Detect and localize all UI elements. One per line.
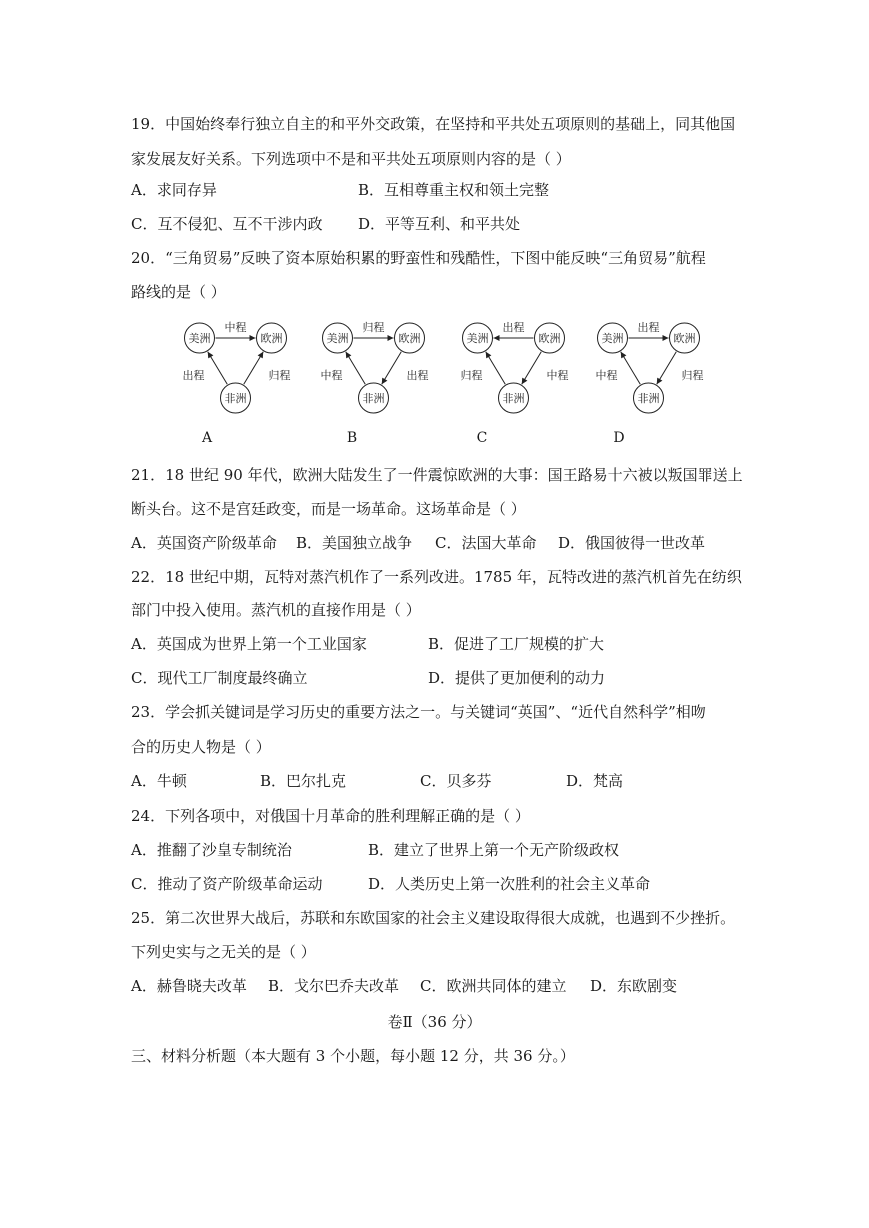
node-label-node_right: 欧洲 (538, 332, 561, 345)
edge-label-top: 归程 (362, 321, 385, 334)
edge-label-top: 出程 (502, 321, 525, 334)
q25-stem-line1: 25．第二次世界大战后，苏联和东欧国家的社会主义建设取得很大成就，也遇到不少挫折。 (131, 909, 736, 927)
diagram-letter-b: B (346, 430, 358, 446)
q21-stem-line2: 断头台。这不是宫廷政变，而是一场革命。这场革命是（ ） (131, 500, 526, 518)
q19-option-b: B．互相尊重主权和领土完整 (358, 181, 550, 199)
edge-label-right: 中程 (546, 369, 569, 382)
edge-label-left: 归程 (460, 369, 483, 382)
q22-option-d: D．提供了更加便利的动力 (428, 669, 606, 687)
q20-stem-line2: 路线的是（ ） (131, 283, 226, 301)
q21-option-b: B．美国独立战争 (296, 534, 413, 552)
diagram-c (450, 318, 580, 418)
q23-option-d: D．梵高 (566, 772, 624, 790)
diagram-c-svg (450, 318, 580, 418)
edge-top-arrowhead (250, 335, 256, 341)
edge-top-arrowhead (494, 335, 500, 341)
node-label-node_bottom: 非洲 (224, 392, 247, 405)
diagram-d (585, 318, 715, 418)
edge-label-left: 中程 (595, 369, 618, 382)
edge-label-left: 中程 (320, 369, 343, 382)
edge-label-right: 归程 (268, 369, 291, 382)
node-label-node_bottom: 非洲 (637, 392, 660, 405)
q25-option-d: D．东欧剧变 (590, 977, 678, 995)
q25-option-b: B．戈尔巴乔夫改革 (268, 977, 400, 995)
edge-top-arrowhead (663, 335, 669, 341)
q19-option-d: D．平等互利、和平共处 (358, 215, 521, 233)
q24-option-c: C．推动了资产阶级革命运动 (131, 875, 323, 893)
diagram-b (310, 318, 440, 418)
node-label-node_right: 欧洲 (673, 332, 696, 345)
q19-option-a: A．求同存异 (131, 181, 217, 199)
node-label-node_right: 欧洲 (398, 332, 421, 345)
node-label-node_left: 美洲 (601, 332, 624, 345)
node-label-node_bottom: 非洲 (502, 392, 525, 405)
q24-option-a: A．推翻了沙皇专制统治 (131, 841, 292, 859)
diagram-letter-d: D (613, 430, 625, 446)
q23-option-b: B．巴尔扎克 (260, 772, 347, 790)
edge-label-top: 出程 (637, 321, 660, 334)
q19-stem-line2: 家发展友好关系。下列选项中不是和平共处五项原则内容的是（ ） (131, 150, 571, 168)
edge-top-arrowhead (388, 335, 394, 341)
q24-stem-line1: 24．下列各项中，对俄国十月革命的胜利理解正确的是（ ） (131, 807, 530, 825)
q25-option-c: C．欧洲共同体的建立 (420, 977, 567, 995)
diagram-letter-c: C (476, 430, 488, 446)
diagram-b-svg (310, 318, 440, 418)
q23-option-a: A．牛顿 (131, 772, 187, 790)
q23-stem-line2: 合的历史人物是（ ） (131, 738, 271, 756)
diagram-d-svg (585, 318, 715, 418)
q20-stem-line1: 20．“三角贸易”反映了资本原始积累的野蛮性和残酷性，下图中能反映“三角贸易”航程 (131, 249, 706, 267)
q25-option-a: A．赫鲁晓夫改革 (131, 977, 247, 995)
edge-label-left: 出程 (182, 369, 205, 382)
q19-stem-line1: 19．中国始终奉行独立自主的和平外交政策，在坚持和平共处五项原则的基础上，同其他国 (131, 115, 736, 133)
diagram-letter-a: A (201, 430, 213, 446)
q22-option-c: C．现代工厂制度最终确立 (131, 669, 308, 687)
edge-label-right: 出程 (406, 369, 429, 382)
node-label-node_left: 美洲 (188, 332, 211, 345)
edge-label-right: 归程 (681, 369, 704, 382)
q22-stem-line2: 部门中投入使用。蒸汽机的直接作用是（ ） (131, 601, 421, 619)
q22-stem-line1: 22．18 世纪中期，瓦特对蒸汽机作了一系列改进。1785 年，瓦特改进的蒸汽机首先在纺织 (131, 568, 742, 586)
q21-option-c: C．法国大革命 (435, 534, 537, 552)
q24-option-d: D．人类历史上第一次胜利的社会主义革命 (368, 875, 651, 893)
q21-stem-line1: 21．18 世纪 90 年代，欧洲大陆发生了一件震惊欧洲的大事：国王路易十六被以叛国罪送上 (131, 466, 743, 484)
node-label-node_left: 美洲 (326, 332, 349, 345)
node-label-node_right: 欧洲 (260, 332, 283, 345)
q23-option-c: C．贝多芬 (420, 772, 492, 790)
q23-stem-line1: 23．学会抓关键词是学习历史的重要方法之一。与关键词“英国”、“近代自然科学”相吻 (131, 703, 706, 721)
diagram-a (172, 318, 302, 418)
part2-title: 卷Ⅱ（36 分） (387, 1013, 482, 1031)
edge-label-top: 中程 (224, 321, 247, 334)
q25-stem-line2: 下列史实与之无关的是（ ） (131, 943, 316, 961)
q21-option-d: D．俄国彼得一世改革 (558, 534, 706, 552)
node-label-node_bottom: 非洲 (362, 392, 385, 405)
q19-option-c: C．互不侵犯、互不干涉内政 (131, 215, 323, 233)
node-label-node_left: 美洲 (466, 332, 489, 345)
diagram-a-svg (172, 318, 302, 418)
q22-option-b: B．促进了工厂规模的扩大 (428, 635, 605, 653)
section3-title: 三、材料分析题（本大题有 3 个小题，每小题 12 分，共 36 分。） (131, 1047, 575, 1065)
q24-option-b: B．建立了世界上第一个无产阶级政权 (368, 841, 620, 859)
q22-option-a: A．英国成为世界上第一个工业国家 (131, 635, 367, 653)
q21-option-a: A．英国资产阶级革命 (131, 534, 277, 552)
